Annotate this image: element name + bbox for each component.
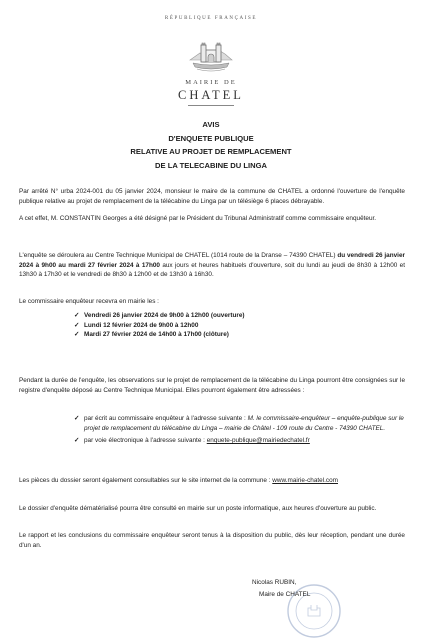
submission-methods-list	[74, 414, 404, 446]
schedule-item-1: Vendredi 26 janvier 2024 de 9h00 à 12h00 (ouverture)	[84, 312, 245, 319]
email-link[interactable]: enquete-publique@mairiedechatel.fr	[206, 437, 310, 444]
reception-schedule-list	[74, 311, 245, 340]
header-divider	[188, 105, 234, 106]
checkmark-icon: ✓	[74, 437, 80, 444]
by-email-text: par voie électronique à l'adresse suivante :	[84, 437, 207, 444]
paragraph-decree: Par arrêté N° urba 2024-001 du 05 janvier 2024, monsieur le maire de la commune de CHATEL a ordonné l'ouverture de l'enquête publique relative au projet de remplacement de la télécabine du Linga par un télésiège 6 places débrayable.	[19, 188, 405, 205]
enquiry-dates: du vendredi 26 janvier 2024 à 9h00 au mardi 27 février 2024 à 17h00	[19, 252, 405, 269]
list-item	[74, 330, 245, 340]
list-item	[74, 311, 245, 321]
list-item	[74, 414, 404, 433]
paragraph-commissioner: A cet effet, M. CONSTANTIN Georges a été désigné par le Président du Tribunal Administratif comme commissaire enquêteur.	[19, 215, 377, 222]
checkmark-icon: ✓	[74, 312, 80, 319]
schedule-item-2: Lundi 12 février 2024 de 9h00 à 12h00	[84, 321, 199, 329]
paragraph-digital-dossier: Le dossier d'enquête dématérialisé pourra être consulté en mairie sur un poste informatique, aux heures d'ouverture au public.	[19, 505, 377, 512]
postal-address: M. le commissaire-enquêteur – enquête-publique sur le projet de remplacement du télécabine du Linga – mairie de Châtel - 109 route du Centre - 74390 CHATEL.	[84, 415, 404, 432]
by-letter-text: par écrit au commissaire enquêteur à l'adresse suivante :	[84, 415, 248, 422]
checkmark-icon: ✓	[74, 331, 80, 338]
castle-crest-icon	[187, 36, 235, 76]
location-text: L'enquête se déroulera au Centre Technique Municipal de CHATEL (1014 route de la Dranse – 74390 CHATEL)	[19, 252, 338, 259]
title-line-4: DE LA TELECABINE DU LINGA	[155, 161, 267, 170]
paragraph-location-dates	[19, 251, 405, 280]
opening-hours-text: aux jours et heures habituels d'ouverture, soit du lundi au jeudi de 8h30 à 12h00 et 13h30 à 17h30 et le vendredi de 8h30 à 12h00 et de 13h30 à 16h30.	[19, 261, 405, 278]
paragraph-observations: Pendant la durée de l'enquête, les observations sur le projet de remplacement de la télécabine du Linga pourront être consignées sur le registre d'enquête déposé au Centre Technique Municipal. Elles pourront également être adressées :	[19, 377, 405, 394]
website-text: Les pièces du dossier seront également consultables sur le site internet de la commune :	[19, 477, 273, 484]
checkmark-icon: ✓	[74, 321, 80, 329]
checkmark-icon: ✓	[74, 415, 80, 422]
list-item	[74, 436, 404, 446]
republic-label: RÉPUBLIQUE FRANÇAISE	[164, 16, 258, 21]
list-item	[74, 321, 245, 331]
mairie-de-label: MAIRIE DE	[185, 79, 237, 86]
paragraph-website	[19, 476, 405, 486]
title-line-3: RELATIVE AU PROJET DE REMPLACEMENT	[130, 147, 292, 156]
signatory-name: Nicolas RUBIN,	[252, 579, 297, 586]
website-link[interactable]: www.mairie-chatel.com	[272, 477, 338, 484]
signatory-role: Maire de CHATEL	[259, 591, 311, 598]
schedule-item-3: Mardi 27 février 2024 de 14h00 à 17h00 (clôture)	[84, 331, 229, 338]
paragraph-report: Le rapport et les conclusions du commissaire enquêteur seront tenus à la disposition du public, dès leur réception, pendant une durée d'un an.	[19, 532, 405, 549]
commune-name: CHATEL	[178, 88, 244, 102]
paragraph-reception-intro: Le commissaire enquêteur recevra en mairie les :	[19, 298, 159, 305]
title-line-1: AVIS	[202, 120, 220, 129]
title-line-2: D'ENQUETE PUBLIQUE	[168, 134, 254, 143]
